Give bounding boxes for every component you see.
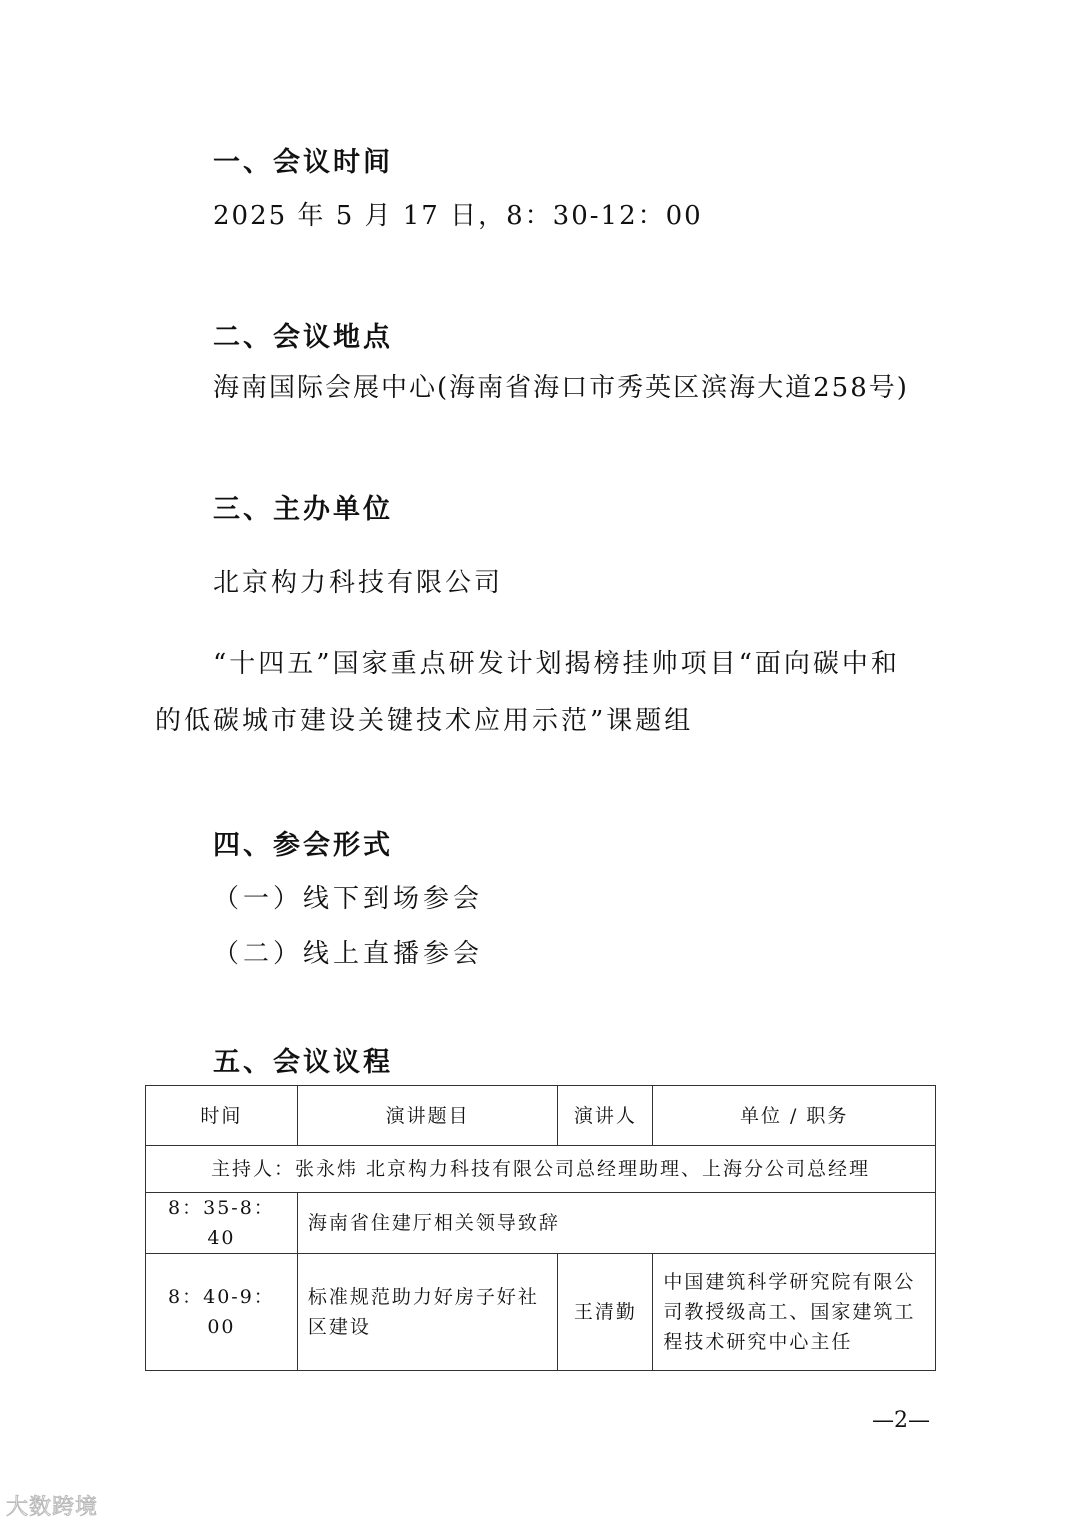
organizer: 的低碳城市建设关键技术应用示范”课题组 [155,706,694,736]
row-org: 中国建筑科学研究院有限公司教授级高工、国家建筑工程技术研究中心主任 [653,1254,936,1371]
section-heading: 五、会议议程 [213,1047,393,1078]
row-time: 8：40-9：00 [146,1254,298,1371]
row-topic: 海南省住建厅相关领导致辞 [297,1193,935,1254]
watermark: 大数跨境 [6,1495,99,1520]
row-topic: 标准规范助力好房子好社区建设 [297,1254,558,1371]
row-time: 8：35-8：40 [146,1193,298,1254]
format-item: （一）线下到场参会 [213,884,484,914]
row-speaker: 王清勤 [558,1254,653,1371]
header-org: 单位 / 职务 [653,1086,936,1146]
agenda-table [145,1085,936,1371]
table-row [146,1254,936,1371]
section-heading: 三、主办单位 [213,494,393,525]
header-topic: 演讲题目 [297,1086,558,1146]
organizer: 北京构力科技有限公司 [213,568,504,598]
meeting-location: 海南国际会展中心(海南省海口市秀英区滨海大道258号) [213,373,909,403]
host-row: 主持人：张永炜 北京构力科技有限公司总经理助理、上海分公司总经理 [146,1146,936,1193]
meeting-time: 2025 年 5 月 17 日，8：30-12：00 [213,201,703,231]
format-item: （二）线上直播参会 [213,939,484,969]
organizer: “十四五”国家重点研发计划揭榜挂帅项目“面向碳中和 [213,649,900,679]
page-number: —2— [872,1408,930,1433]
header-time: 时间 [146,1086,298,1146]
section-heading: 四、参会形式 [213,830,393,861]
section-heading: 一、会议时间 [213,147,393,178]
header-speaker: 演讲人 [558,1086,653,1146]
table-row [146,1193,936,1254]
section-heading: 二、会议地点 [213,322,393,353]
